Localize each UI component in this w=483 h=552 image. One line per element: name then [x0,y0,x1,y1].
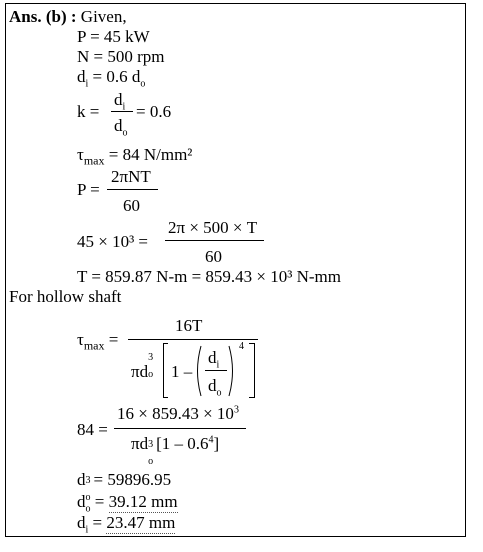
right-bracket-top [249,343,254,344]
power-lhs: P = [77,180,100,199]
ratio-bar [205,370,227,371]
power-substituted-numerator: 2π × 500 × T [168,218,258,237]
k-denominator: $d_o$ [114,116,128,139]
tau-max-given: $\tau_{max} = 84$ N/mm² [77,145,193,168]
inner-diameter-result: $d_i = 23.47$ mm [77,513,176,536]
outer-diameter-value: 39.12 mm [108,492,178,511]
one-minus: 1 – [171,362,193,381]
k-fraction-bar [111,111,133,112]
ratio-denominator: $d_o$ [208,376,222,399]
left-bracket-bottom [163,397,168,398]
hollow-tau-lhs: $\tau_{max}$ = [77,330,119,353]
hollow-den-pi-d: πd 3 o [131,352,154,381]
power-fraction-bar [107,189,158,190]
substituted-lhs: 84 = [77,420,108,439]
right-paren [227,345,237,397]
right-bracket-bottom [249,397,254,398]
do-cubed-result: d 3 o = 59896.95 [77,470,172,503]
ratio-power: 4 [239,341,244,352]
power-denominator: 60 [123,196,140,215]
k-numerator: $d_i$ [114,90,126,113]
outer-diameter-result: $d_o = 39.12$ mm [77,492,178,515]
power-substituted-bar [165,240,264,241]
torque-result: T = 859.87 N-m = 859.43 × 10³ N-mm [77,267,341,286]
given-diameter-relation: $d_i = 0.6$ $d_o$ [77,67,146,90]
inner-diameter-value: 23.47 mm [106,513,176,532]
left-bracket [163,343,164,398]
answer-header [9,8,127,25]
given-speed: N = 500 rpm [77,47,165,66]
k-lhs: k = [77,102,100,121]
hollow-fraction-bar [128,339,258,340]
hollow-shaft-heading: For hollow shaft [9,287,122,306]
left-bracket-top [163,343,168,344]
given-label: Given, [80,7,127,26]
answer-colon: : [70,7,77,26]
power-substituted-denominator: 60 [205,247,222,266]
power-substituted-lhs: 45 × 10³ = [77,232,149,251]
ratio-numerator: $d_i$ [208,348,220,371]
substituted-denominator: πd 3 o $[1 - 0.6^4]$ [131,434,220,467]
hollow-numerator: 16T [175,316,203,335]
substituted-numerator: $16 \times 859.43 \times 10^3$ [117,404,239,423]
left-paren [193,345,203,397]
right-bracket [254,343,255,398]
power-numerator: 2πNT [111,167,151,186]
k-value: = 0.6 [136,102,172,121]
given-power: P = 45 kW [77,27,150,46]
answer-label: Ans. (b) [9,7,67,26]
substituted-fraction-bar [114,428,246,429]
